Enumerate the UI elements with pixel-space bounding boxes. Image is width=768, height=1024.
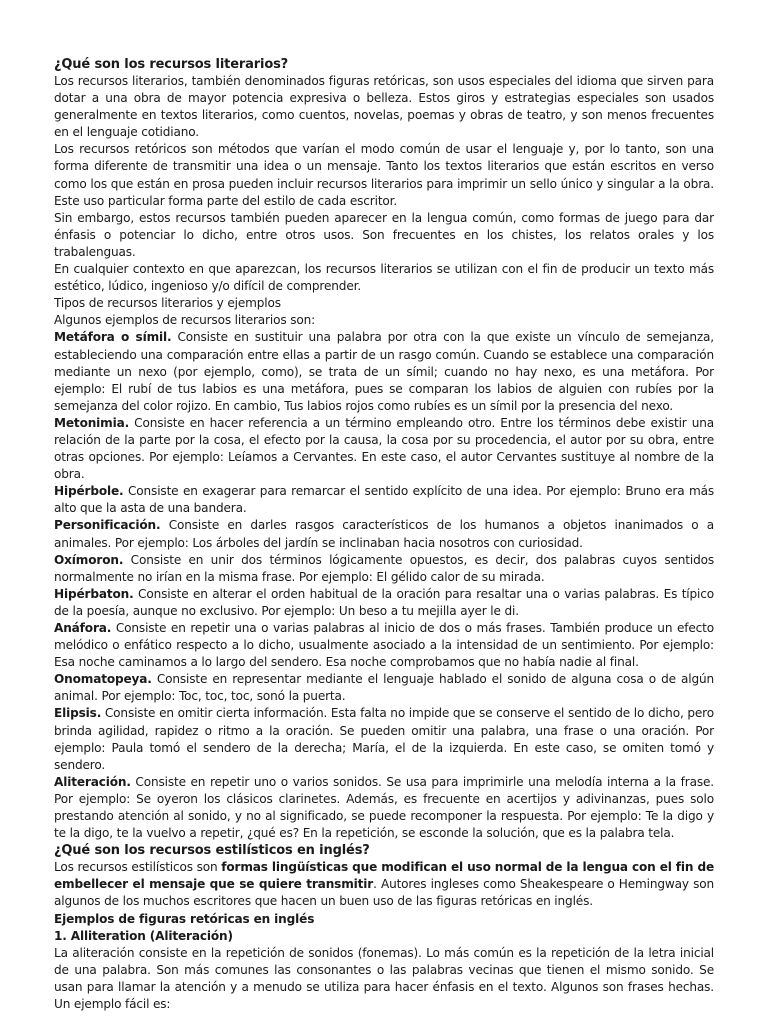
- section2-intro-bold: formas lingüísticas que modifican el uso normal de la lengua con el fin de embellecer el mensaje que se quiere transmitir: [54, 860, 714, 892]
- figure-aliteracion: [54, 774, 714, 842]
- figure-term: Metonimia.: [54, 415, 130, 430]
- intro-paragraph-3: Sin embargo, estos recursos también pueden aparecer en la lengua común, como formas de juego para dar énfasis o potenciar lo dicho, entre otros usos. Son frecuentes en los chistes, los relatos orales y los trabalenguas.: [54, 210, 714, 259]
- figure-text: Consiste en repetir uno o varios sonidos. Se usa para imprimirle una melodía interna a la frase. Por ejemplo: Se oyeron los clásicos clarinetes. Además, es frecuente en acertijos y adivinanzas, pues solo prestando atención al sonido, y no al significado, se puede recomponer la respuesta. Por ejemplo: Te la digo y te la digo, te la vuelvo a repetir, ¿qué es? En la repetición, se esconde la solución, que es la palabra tela.: [54, 774, 714, 841]
- figure-text: Consiste en hacer referencia a un término empleando otro. Entre los términos debe existir una relación de la parte por la cosa, el efecto por la causa, la cosa por su procedencia, el autor por su obra, entre otras opciones. Por ejemplo: Leíamos a Cervantes. En este caso, el autor Cervantes sustituye al nombre de la obra.: [54, 415, 714, 482]
- section2-intro-post: . Autores ingleses como Sheakespeare o Hemingway son algunos de los muchos escritores que hacen un buen uso de las figuras retóricas en inglés.: [54, 877, 714, 909]
- figure-text: Consiste en sustituir una palabra por otra con la que existe un vínculo de semejanza, estableciendo una comparación entre ellas a partir de un rasgo común. Cuando se establece una comparación mediante un nexo (por ejemplo, como), se trata de un símil; cuando no hay nexo, es una metáfora. Por ejemplo: El rubí de tus labios es una metáfora, pues se comparan los labios de alguien con rubíes por la semejanza del color rojizo. En cambio, Tus labios rojos como rubíes es un símil por la presencia del nexo.: [54, 330, 714, 413]
- figure-text: Consiste en repetir una o varias palabras al inicio de dos o más frases. También produce un efecto melódico o enfático respecto a lo dicho, usualmente asociado a la intensidad de un sentimiento. Por ejemplo: Esa noche caminamos a lo largo del sendero. Esa noche comprobamos que no había nadie al final.: [54, 621, 714, 670]
- section2-intro: [54, 859, 714, 910]
- intro-paragraph-4: En cualquier contexto en que aparezcan, los recursos literarios se utilizan con el fin de producir un texto más estético, lúdico, ingenioso y/o difícil de comprender.: [54, 262, 714, 294]
- section2-title: ¿Qué son los recursos estilísticos en inglés?: [54, 843, 370, 859]
- figure-text: Consiste en unir dos términos lógicamente opuestos, es decir, dos palabras cuyos sentidos normalmente no irían en la misma frase. Por ejemplo: El gélido calor de su mirada.: [54, 552, 714, 584]
- figure-term: Hipérbole.: [54, 484, 124, 499]
- figure-term: Aliteración.: [54, 774, 131, 789]
- examples-heading: Ejemplos de figuras retóricas en inglés: [54, 911, 315, 926]
- figure-hiperbole: [54, 483, 714, 517]
- item1-text: La aliteración consiste en la repetición de sonidos (fonemas). Lo más común es la repetición de la letra inicial de una palabra. Son más comunes las consonantes o las palabras vecinas que tienen el mismo sonido. Se usan para llamar la atención y a menudo se utiliza para hacer énfasis en el texto. Algunos son frases hechas. Un ejemplo fácil es:: [54, 945, 714, 1011]
- figure-personificacion: [54, 517, 714, 551]
- figure-text: Consiste en omitir cierta información. Esta falta no impide que se conserve el sentido de lo dicho, pero brinda agilidad, rapidez o ritmo a la oración. Se pueden omitir una palabra, una frase o una oración. Por ejemplo: Paula tomó el sendero de la derecha; María, el de la izquierda. En este caso, se omiten tomó y sendero.: [54, 706, 714, 772]
- intro-paragraph-1: Los recursos literarios, también denominados figuras retóricas, son usos especiales del idioma que sirven para dotar a una obra de mayor potencia expresiva o belleza. Estos giros y estrategias especiales son usados generalmente en textos literarios, como cuentos, novelas, poemas y obras de teatro, y son menos frecuentes en el lenguaje cotidiano.: [54, 74, 714, 140]
- figure-term: Onomatopeya.: [54, 672, 152, 687]
- figure-text: Consiste en exagerar para remarcar el sentido explícito de una idea. Por ejemplo: Bruno era más alto que la asta de una bandera.: [54, 484, 714, 516]
- figure-hiperbaton: [54, 586, 714, 620]
- section1-title: ¿Qué son los recursos literarios?: [54, 57, 289, 72]
- figure-text: Consiste en representar mediante el lenguaje hablado el sonido de alguna cosa o de algún animal. Por ejemplo: Toc, toc, toc, sonó la puerta.: [54, 672, 714, 704]
- figure-onomatopeya: [54, 671, 714, 705]
- figure-term: Oxímoron.: [54, 552, 124, 567]
- figure-metonimia: [54, 415, 714, 483]
- figure-term: Personificación.: [54, 518, 161, 533]
- figure-anafora: [54, 620, 714, 671]
- types-heading: Tipos de recursos literarios y ejemplos: [54, 296, 281, 311]
- figure-oximoron: [54, 552, 714, 586]
- item1-heading: 1. Alliteration (Aliteración): [54, 928, 233, 943]
- figure-term: Hipérbaton.: [54, 586, 134, 601]
- section2-intro-pre: Los recursos estilísticos son: [54, 860, 222, 875]
- figure-text: Consiste en alterar el orden habitual de la oración para resaltar una o varias palabras. Es típico de la poesía, aunque no exclusivo. Por ejemplo: Un beso a tu mejilla ayer le di.: [54, 586, 714, 618]
- examples-intro: Algunos ejemplos de recursos literarios son:: [54, 313, 316, 328]
- figure-text: Consiste en darles rasgos característicos de los humanos a objetos inanimados o a animales. Por ejemplo: Los árboles del jardín se inclinaban hacia nosotros con curiosidad.: [54, 518, 714, 550]
- figure-term: Anáfora.: [54, 621, 112, 635]
- figure-metafora: [54, 329, 714, 414]
- intro-paragraph-2: Los recursos retóricos son métodos que varían el modo común de usar el lenguaje y, por lo tanto, son una forma diferente de transmitir una idea o un mensaje. Tanto los textos literarios que están escritos en verso como los que están en prosa pueden incluir recursos literarios para imprimir un sello único y singular a la obra. Este uso particular forma parte del estilo de cada escritor.: [54, 142, 714, 208]
- figure-elipsis: [54, 705, 714, 773]
- figure-term: Metáfora o símil.: [54, 330, 172, 345]
- figure-term: Elipsis.: [54, 706, 102, 721]
